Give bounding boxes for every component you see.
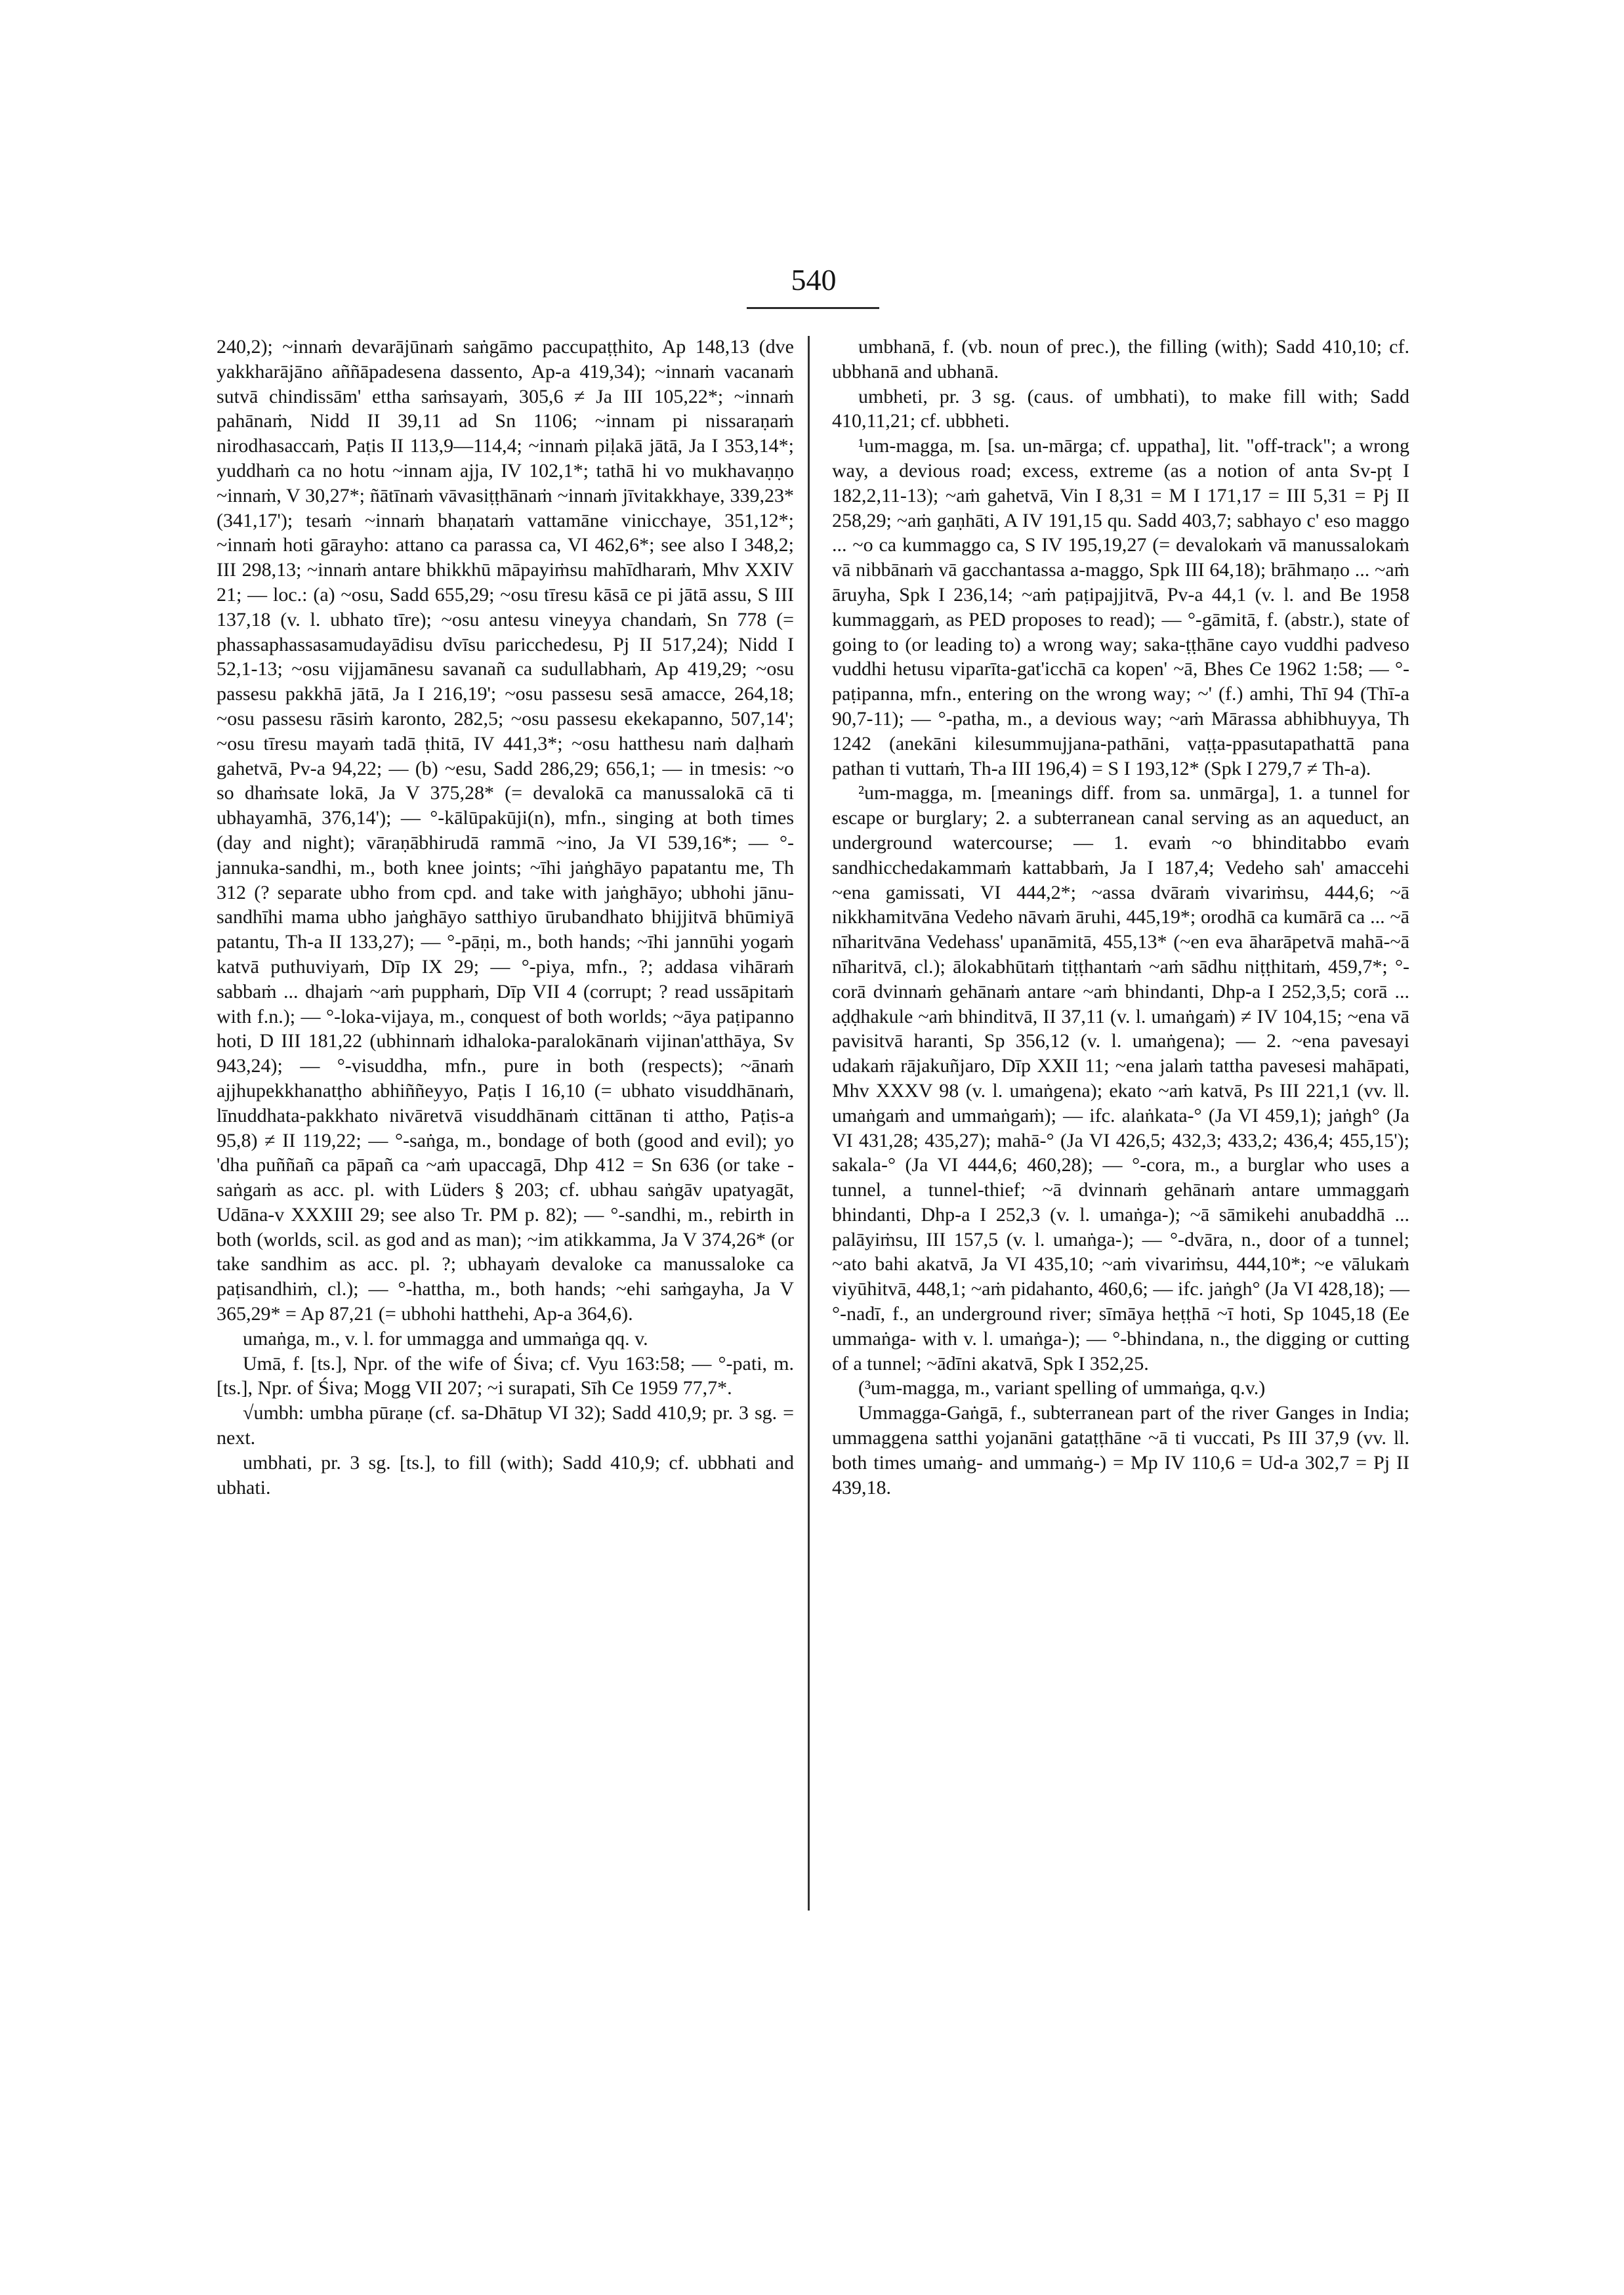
- dictionary-entry: [832, 335, 1415, 384]
- dictionary-entry: [832, 384, 1415, 434]
- entry-text: umbheti, pr. 3 sg. (caus. of umbhati), to make fill with; Sadd 410,11,21; cf. ubbheti.: [832, 385, 1415, 432]
- page-number: 540: [791, 263, 837, 297]
- dictionary-entry: [832, 781, 1415, 1376]
- dictionary-entry: [217, 1451, 799, 1500]
- entry-text: ²um-magga, m. [meanings diff. from sa. unmārga], 1. a tunnel for escape or burglary; 2. a subterranean canal serving as an aqueduct, an underground watercourse; — 1. evaṁ ~o bhinditabbo evaṁ sandhicchedakammaṁ kattabbaṁ, Ja I 187,4; Vedeho sah' amaccehi ~ena gamissati, VI 444,2*; ~assa dvāraṁ vivariṁsu, 444,6; ~ā nikkhamitvāna Vedeho nāvaṁ āruhi, 445,19*; orodhā ca kumārā ca ... ~ā nīharitvāna Vedehass' upanāmitā, 455,13* (~en eva āharāpetvā mahā-~ā nīharitvā, cl.); ālokabhūtaṁ tiṭṭhantaṁ ~aṁ sādhu niṭṭhitaṁ, 459,7*; °-corā dvinnaṁ gehānaṁ antare ~aṁ bhindanti, Dhp-a I 252,3,5; corā ... aḍḍhakule ~aṁ bhinditvā, II 37,11 (v. l. umaṅgaṁ) ≠ IV 104,15; ~ena vā pavisitvā haranti, Sp 356,12 (v. l. umaṅgena); — 2. ~ena pavesayi udakaṁ rājakuñjaro, Dīp XXII 11; ~ena jalaṁ tattha pavesesi mahāpati, Mhv XXXV 98 (v. l. umaṅgena); ekato ~aṁ katvā, Ps III 221,1 (vv. ll. umaṅgaṁ and ummaṅgaṁ); — ifc. alaṅkata-° (Ja VI 459,1); jaṅgh° (Ja VI 431,28; 435,27); mahā-° (Ja VI 426,5; 432,3; 433,2; 436,4; 455,15'); sakala-° (Ja VI 444,6; 460,28); — °-cora, m., a burglar who uses a tunnel, a tunnel-thief; ~ā dvinnaṁ gehānaṁ antare ummaggaṁ bhindanti, Dhp-a I 252,3 (v. l. umaṅga-); ~ā sāmikehi anubaddhā ... palāyiṁsu, III 157,5 (v. l. umaṅga-); — °-dvāra, n., door of a tunnel; ~ato bahi akatvā, Ja VI 435,10; ~aṁ vivariṁsu, 444,10*; ~e vālukaṁ viyūhitvā, 448,1; ~aṁ pidahanto, 460,6; — ifc. jaṅgh° (Ja VI 428,18); — °-nadī, f., an underground river; sīmāya heṭṭhā ~ī hoti, Sp 1045,18 (Ee ummaṅga- with v. l. umaṅga-); — °-bhindana, n., the digging or cutting of a tunnel; ~ādīni akatvā, Spk I 352,25.: [832, 782, 1415, 1375]
- column-divider: [808, 336, 810, 1911]
- entry-text: √umbh: umbha pūraṇe (cf. sa-Dhātup VI 32); Sadd 410,9; pr. 3 sg. = next.: [217, 1402, 799, 1449]
- dictionary-entry: [832, 1401, 1415, 1500]
- dictionary-entry: [217, 1352, 799, 1401]
- entry-text: Umā, f. [ts.], Npr. of the wife of Śiva; cf. Vyu 163:58; — °-pati, m. [ts.], Npr. of Śiva; Mogg VII 207; ~i surapati, Sīh Ce 1959 77,7*.: [217, 1352, 799, 1399]
- dictionary-entry: [832, 1376, 1409, 1401]
- entry-text: umbhati, pr. 3 sg. [ts.], to fill (with); Sadd 410,9; cf. ubbhati and ubhati.: [217, 1451, 799, 1499]
- entry-text: ¹um-magga, m. [sa. un-mārga; cf. uppatha], lit. "off-track"; a wrong way, a devious road; excess, extreme (as a notion of anta Sv-pṭ I 182,2,11-13); ~aṁ gahetvā, Vin I 8,31 = M I 171,17 = III 5,31 = Pj II 258,29; ~aṁ gaṇhāti, A IV 191,15 qu. Sadd 403,7; sabhayo c' eso maggo ... ~o ca kummaggo ca, S IV 195,19,27 (= devalokaṁ vā manussalokaṁ vā nibbānaṁ vā gacchantassa a-maggo, Spk III 64,18); brāhmaṇo ... ~aṁ āruyha, Spk I 236,14; ~aṁ paṭipajjitvā, Pv-a 44,1 (v. l. and Be 1958 kummaggaṁ, as PED proposes to read); — °-gāmitā, f. (abstr.), state of going to (or leading to) a wrong way; saka-ṭṭhāne cayo vuddhi padveso vuddhi hetusu viparīta-gat'icchā ca kopen' ~ā, Bhes Ce 1962 1:58; — °-paṭipanna, mfn., entering on the wrong way; ~' (f.) amhi, Thī 94 (Thī-a 90,7-11); — °-patha, m., a devious way; ~aṁ Mārassa abhibhuyya, Th 1242 (anekāni kilesummujjana-pathāni, vaṭṭa-ppasutapathattā pana pathan ti vuttaṁ, Th-a III 196,4) = S I 193,12* (Spk I 279,7 ≠ Th-a).: [832, 435, 1415, 779]
- right-column: [832, 335, 1415, 1686]
- header-rule: [747, 307, 879, 309]
- dictionary-entry: [217, 1401, 799, 1451]
- entry-continuation: [217, 335, 799, 1327]
- entry-text: (³um-magga, m., variant spelling of ummaṅga, q.v.): [858, 1377, 1266, 1399]
- entry-text: 240,2); ~innaṁ devarājūnaṁ saṅgāmo paccupaṭṭhito, Ap 148,13 (dve yakkharājāno aññāpadesena dassento, Ap-a 419,34); ~innaṁ vacanaṁ sutvā chindissām' ettha saṁsayaṁ, 305,6 ≠ Ja III 105,22*; ~innaṁ pahānaṁ, Nidd II 39,11 ad Sn 1106; ~innam pi nissaraṇaṁ nirodhasaccaṁ, Paṭis II 113,9—114,4; ~innaṁ piḷakā jātā, Ja I 353,14*; yuddhaṁ ca no hotu ~innam ajja, IV 102,1*; tathā hi vo mukhavaṇṇo ~innaṁ, V 30,27*; ñātīnaṁ vāvasiṭṭhānaṁ ~innaṁ jīvitakkhaye, 339,23* (341,17'); tesaṁ ~innaṁ bhaṇataṁ vattamāne vinicchaye, 351,12*; ~innaṁ hoti gārayho: attano ca parassa ca, VI 462,6*; see also I 348,2; III 298,13; ~innaṁ antare bhikkhū māpayiṁsu mahīdharaṁ, Mhv XXIV 21; — loc.: (a) ~osu, Sadd 655,29; ~osu tīresu kāsā ce pi jātā assu, S III 137,18 (v. l. ubhato tīre); ~osu antesu vineyya chandaṁ, Sn 778 (= phassaphassasamudayādisu dvīsu paricchedesu, Pj II 517,24); Nidd I 52,1-13; ~osu vijjamānesu savanañ ca sudullabhaṁ, Ap 419,29; ~osu passesu pakkhā jātā, Ja I 216,19'; ~osu passesu sesā amacce, 264,18; ~osu passesu rāsiṁ karonto, 282,5; ~osu passesu ekekapanno, 507,14'; ~osu tīresu mayaṁ tadā ṭhitā, IV 441,3*; ~osu hatthesu naṁ daḷhaṁ gahetvā, Pv-a 94,22; — (b) ~esu, Sadd 286,29; 656,1; — in tmesis: ~o so dhaṁsate lokā, Ja V 375,28* (= devalokā ca manussalokā cā ti ubhayamhā, 376,14'); — °-kālūpakūji(n), mfn., singing at both times (day and night); vāraṇābhirudā rammā ~ino, Ja VI 539,16*; — °-jannuka-sandhi, m., both knee joints; ~īhi jaṅghāyo papatantu me, Th 312 (? separate ubho from cpd. and take with jaṅghāyo; ubhohi jānu-sandhīhi mama ubho jaṅghāyo satthiyo ūrubandhato bhijjitvā bhūmiyā patantu, Th-a II 133,27); — °-pāṇi, m., both hands; ~īhi jannūhi yogaṁ katvā puthuviyaṁ, Dīp IX 29; — °-piya, mfn., ?; addasa vihāraṁ sabbaṁ ... dhajaṁ ~aṁ pupphaṁ, Dīp VII 4 (corrupt; ? read ussāpitaṁ with f.n.); — °-loka-vijaya, m., conquest of both worlds; ~āya paṭipanno hoti, D III 181,22 (ubhinnaṁ idhaloka-paralokānaṁ vijinan'atthāya, Sv 943,24); — °-visuddha, mfn., pure in both (respects); ~ānaṁ ajjhupekkhanatṭho abhiññeyyo, Paṭis I 16,10 (= ubhato visuddhānaṁ, līnuddhata-pakkhato nivāretvā visuddhānaṁ cittānan ti attho, Paṭis-a 95,8) ≠ II 119,22; — °-saṅga, m., bondage of both (good and evil); yo 'dha puññañ ca pāpañ ca ~aṁ upaccagā, Dhp 412 = Sn 636 (or take -saṅgaṁ as acc. pl. with Lüders § 203; cf. ubhau saṅgāv upatyagāt, Udāna-v XXXIII 29; see also Tr. PM p. 82); — °-sandhi, m., rebirth in both (worlds, scil. as god and as man); ~im atikkamma, Ja V 374,26* (or take sandhim as acc. pl. ?; ubhayaṁ devaloke ca manussaloke ca paṭisandhiṁ, cl.); — °-hattha, m., both hands; ~ehi saṁgayha, Ja V 365,29* = Ap 87,21 (= ubhohi hatthehi, Ap-a 364,6).: [217, 336, 799, 1325]
- dictionary-entry: [832, 434, 1415, 781]
- left-column: [217, 335, 799, 1686]
- entry-text: Ummagga-Gaṅgā, f., subterranean part of the river Ganges in India; ummaggena satthi yojanāni gataṭṭhāne ~ā ti vuccati, Ps III 37,9 (vv. ll. both times umaṅg- and ummaṅg-) = Mp IV 110,6 = Ud-a 302,7 = Pj II 439,18.: [832, 1402, 1415, 1499]
- entry-text: umaṅga, m., v. l. for ummagga and ummaṅga qq. v.: [243, 1327, 648, 1350]
- entry-text: umbhanā, f. (vb. noun of prec.), the filling (with); Sadd 410,10; cf. ubbhanā and ubhanā.: [832, 336, 1415, 382]
- dictionary-entry: [217, 1327, 794, 1352]
